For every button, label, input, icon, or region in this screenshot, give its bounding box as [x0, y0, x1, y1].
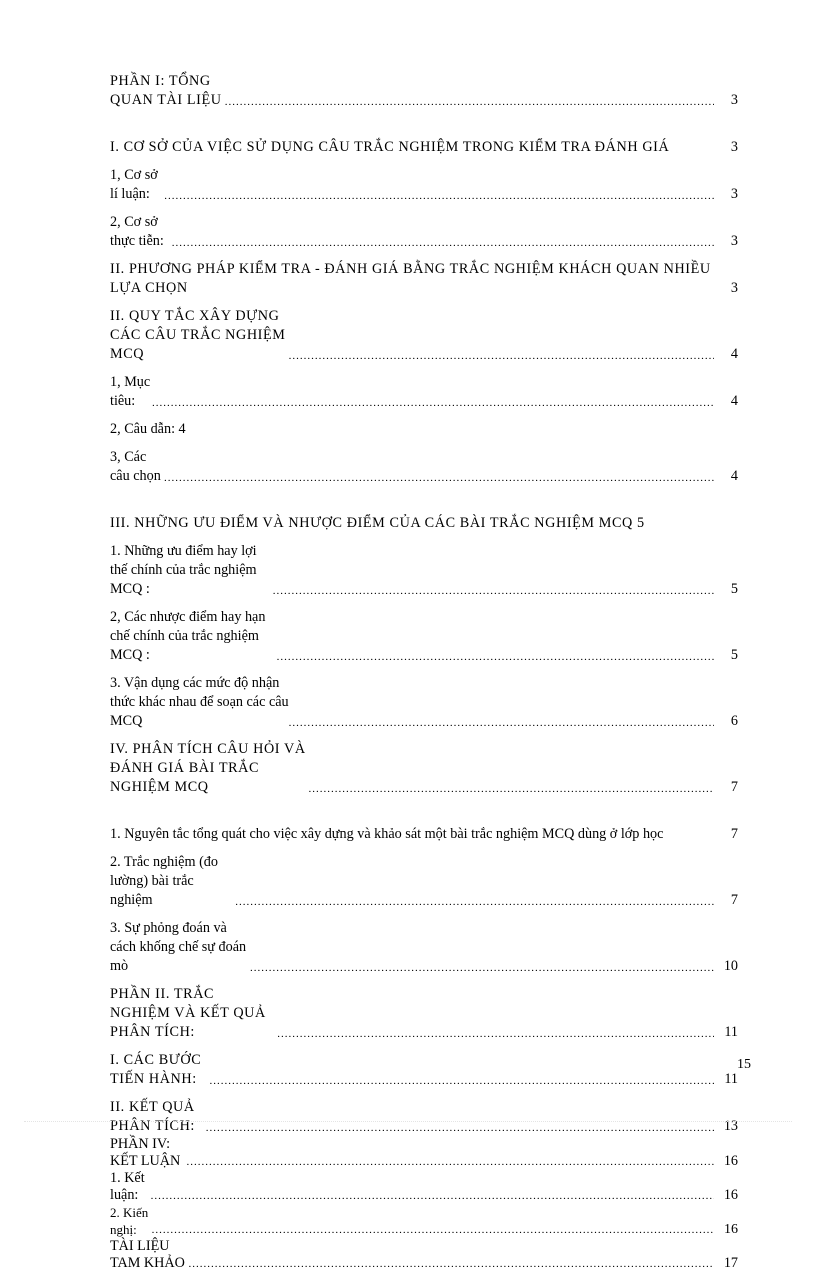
- toc-leader: [277, 1027, 714, 1042]
- toc-entry-text: 1. Kết luận:: [110, 1170, 145, 1203]
- toc-entry-text: 1, Mục tiêu:: [110, 374, 151, 409]
- toc-leader: [206, 1121, 714, 1136]
- toc-entry-text: 1. Những ưu điểm hay lợi thế chính của trắc nghiệm MCQ :: [110, 543, 257, 597]
- toc-entry-page: 5: [730, 581, 738, 597]
- toc-entry: [110, 260, 738, 298]
- toc-entry: [110, 213, 738, 251]
- toc-entry: [110, 740, 738, 797]
- toc-leader: [289, 716, 714, 731]
- toc-entry: [110, 373, 738, 411]
- toc-entry-page: 16: [724, 1222, 738, 1237]
- toc-entry-page: 17: [723, 1255, 738, 1271]
- toc-entry: [110, 806, 738, 844]
- toc-entry-text: IV. PHÂN TÍCH CÂU HỎI VÀ ĐÁNH GIÁ BÀI TRẮC NGHIỆM MCQ: [110, 741, 306, 795]
- toc-entry: [110, 853, 738, 910]
- toc-entry-page: 4: [730, 468, 738, 484]
- toc-entry-text: 2. Trắc nghiệm (đo lường) bài trắc nghiệm: [110, 854, 218, 908]
- toc-entry-text: II. KẾT QUẢ PHÂN TÍCH:: [110, 1099, 195, 1134]
- toc-entry-text: 3, Các câu chọn: [110, 449, 161, 484]
- toc-entry: [110, 674, 738, 731]
- toc-leader: [187, 1155, 714, 1170]
- toc-leader: [188, 1257, 714, 1272]
- toc-entry-page: 7: [730, 826, 738, 842]
- toc-entry-text: 3. Sự phỏng đoán và cách khống chế sự đoán mò: [110, 920, 247, 974]
- toc-entry-text: 2. Kiến nghị:: [110, 1205, 149, 1237]
- toc-leader: [250, 961, 714, 976]
- toc-leader: [235, 895, 714, 910]
- toc-entry: [110, 1204, 738, 1238]
- toc-entry-text: TÀI LIỆU TAM KHẢO: [110, 1238, 185, 1271]
- toc-entry: [110, 495, 738, 533]
- toc-entry: [110, 1136, 738, 1170]
- toc-entry-page: 3: [730, 92, 738, 108]
- toc-entry-page: 5: [730, 647, 738, 663]
- toc-entry-text: 1, Cơ sở lí luận:: [110, 167, 158, 202]
- toc-entry-text: 3. Vận dụng các mức độ nhận thức khác nhau để soạn các câu MCQ: [110, 675, 289, 729]
- toc-entry-page: 7: [730, 779, 738, 795]
- toc-entry-page: 4: [730, 346, 738, 362]
- toc-entry: [110, 72, 738, 110]
- toc-entry-page: 11: [724, 1024, 738, 1040]
- toc-entry-text: II. PHƯƠNG PHÁP KIỂM TRA - ĐÁNH GIÁ BẰNG TRẮC NGHIỆM KHÁCH QUAN NHIỀU LỰA CHỌN: [110, 261, 711, 296]
- toc-entry-page: 16: [723, 1153, 738, 1169]
- toc-entry: [110, 166, 738, 204]
- toc-leader: [152, 1223, 714, 1238]
- toc-leader: [289, 349, 714, 364]
- toc-entry: [110, 119, 738, 157]
- toc-entry-page: 3: [730, 233, 738, 249]
- toc-entry-page: 3: [730, 186, 738, 202]
- toc-entry-page: 3: [730, 280, 738, 296]
- toc-entry: [110, 608, 738, 665]
- toc-entry-text: PHẦN II. TRẮC NGHIỆM VÀ KẾT QUẢ PHÂN TÍCH:: [110, 986, 266, 1040]
- toc-entry-page: 4: [730, 393, 738, 409]
- toc-entry-text: III. NHỮNG ƯU ĐIỂM VÀ NHƯỢC ĐIỂM CỦA CÁC BÀI TRẮC NGHIỆM MCQ 5: [110, 515, 645, 531]
- toc-entry-text: PHẦN IV: KẾT LUẬN: [110, 1136, 181, 1169]
- toc-entry-text: I. CƠ SỞ CỦA VIỆC SỬ DỤNG CÂU TRẮC NGHIỆM TRONG KIỂM TRA ĐÁNH GIÁ: [110, 139, 670, 155]
- toc-entry: [110, 448, 738, 486]
- toc-entry-text: PHẦN I: TỔNG QUAN TÀI LIỆU: [110, 73, 222, 108]
- toc-entry-text: I. CÁC BƯỚC TIẾN HÀNH:: [110, 1052, 202, 1087]
- toc-leader: [273, 584, 714, 599]
- toc-leader: [225, 95, 714, 110]
- toc-entry: [110, 1051, 738, 1089]
- page-number: 15: [737, 1057, 751, 1072]
- toc-leader: [151, 1189, 714, 1204]
- toc-leader: [309, 782, 714, 797]
- toc-entry: [110, 420, 738, 439]
- toc-entry-page: 10: [723, 958, 738, 974]
- toc-leader: [164, 189, 714, 204]
- toc-leader: [210, 1074, 714, 1089]
- toc-entry-page: 7: [730, 892, 738, 908]
- toc-entry-page: 13: [723, 1118, 738, 1134]
- table-of-contents: [110, 72, 738, 1272]
- toc-leader: [277, 650, 714, 665]
- toc-leader: [172, 236, 714, 251]
- toc-entry-text: 1. Nguyên tắc tổng quát cho việc xây dựng và khảo sát một bài trắc nghiệm MCQ dùng ở lớp học: [110, 826, 664, 842]
- toc-entry: [110, 542, 738, 599]
- toc-entry: [110, 1238, 738, 1272]
- toc-entry-page: 6: [730, 713, 738, 729]
- toc-entry-text: 2, Cơ sở thực tiễn:: [110, 214, 164, 249]
- toc-entry-page: 11: [724, 1071, 738, 1087]
- toc-entry: [110, 307, 738, 364]
- toc-leader: [152, 396, 714, 411]
- toc-entry: [110, 1170, 738, 1204]
- toc-entry: [110, 919, 738, 976]
- page-bottom-divider: [24, 1121, 792, 1122]
- toc-entry-text: 2, Câu dẫn: 4: [110, 421, 186, 437]
- toc-entry-page: 16: [723, 1187, 738, 1203]
- toc-leader: [164, 471, 714, 486]
- toc-entry: [110, 985, 738, 1042]
- toc-entry-text: II. QUY TẮC XÂY DỰNG CÁC CÂU TRẮC NGHIỆM MCQ: [110, 308, 286, 362]
- toc-entry: [110, 1098, 738, 1136]
- toc-entry-page: 3: [730, 139, 738, 155]
- toc-entry-text: 2, Các nhược điểm hay hạn chế chính của trắc nghiệm MCQ :: [110, 609, 266, 663]
